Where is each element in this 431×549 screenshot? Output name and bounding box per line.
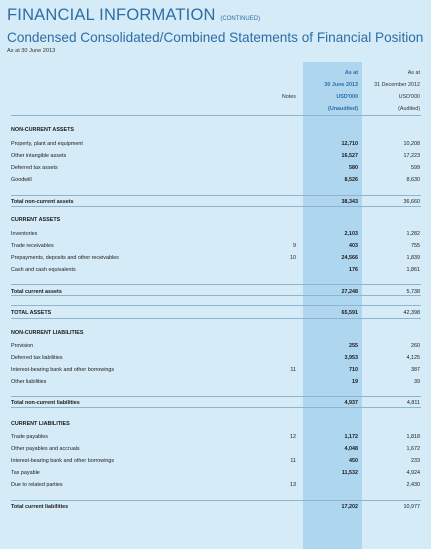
prior-value: 2,430 (406, 482, 420, 488)
prior-value: 36,660 (403, 199, 420, 205)
divider (11, 206, 421, 207)
table-row (11, 140, 421, 148)
total-row (11, 309, 421, 317)
row-note: 9 (293, 243, 296, 249)
row-label: TOTAL ASSETS (11, 310, 52, 316)
current-col-line4: (Unaudited) (328, 106, 358, 112)
row-label: Tax payable (11, 470, 40, 476)
title-suffix: (CONTINUED) (220, 16, 261, 22)
current-value: 4,937 (344, 400, 358, 406)
row-note: 12 (290, 434, 296, 440)
current-value: 450 (349, 458, 358, 464)
row-label: Other liabilities (11, 379, 47, 385)
prior-value: 39 (414, 379, 420, 385)
row-label: CURRENT LIABILITIES (11, 421, 70, 427)
current-col-line2: 30 June 2013 (324, 82, 358, 88)
row-label: Property, plant and equipment (11, 141, 83, 147)
prior-value: 10,977 (403, 504, 420, 510)
table-row (11, 481, 421, 489)
table-row (11, 354, 421, 362)
row-label: Total non-current assets (11, 199, 74, 205)
current-value: 19 (352, 379, 358, 385)
section-title: FINANCIAL INFORMATION (CONTINUED) (7, 6, 261, 24)
prior-value: 233 (411, 458, 420, 464)
table-row (11, 433, 421, 441)
prior-col-line3: USD'000 (398, 94, 420, 100)
section-heading (11, 216, 421, 224)
section-heading (11, 329, 421, 337)
prior-col-line1: As at (407, 70, 420, 76)
row-note: 11 (290, 458, 296, 464)
prior-value: 387 (411, 367, 420, 373)
table-row (11, 230, 421, 238)
table-row (11, 378, 421, 386)
row-note: 13 (290, 482, 296, 488)
prior-value: 260 (411, 343, 420, 349)
current-value: 11,532 (341, 470, 358, 476)
current-value: 580 (349, 165, 358, 171)
divider (11, 305, 421, 306)
prior-value: 755 (411, 243, 420, 249)
row-label: Deferred tax assets (11, 165, 58, 171)
table-row (11, 457, 421, 465)
prior-col-line4: (Audited) (398, 106, 420, 112)
divider (11, 295, 421, 296)
prior-value: 4,125 (406, 355, 420, 361)
prior-value: 4,811 (406, 400, 420, 406)
table-row (11, 366, 421, 374)
total-row (11, 503, 421, 511)
statement-title: Condensed Consolidated/Combined Statements of Financial Position (7, 30, 424, 45)
row-label: Interest-bearing bank and other borrowings (11, 367, 115, 373)
row-label: NON-CURRENT ASSETS (11, 127, 74, 133)
current-value: 403 (349, 243, 358, 249)
row-label: Prepayments, deposits and other receivables (11, 255, 119, 261)
current-col-line3: USD'000 (336, 94, 358, 100)
current-value: 12,710 (341, 141, 358, 147)
document-header (7, 6, 427, 54)
divider (11, 396, 421, 397)
row-label: CURRENT ASSETS (11, 217, 61, 223)
prior-value: 599 (411, 165, 420, 171)
table-row (11, 266, 421, 274)
current-value: 16,527 (341, 153, 358, 159)
row-label: Trade payables (11, 434, 48, 440)
prior-value: 1,672 (406, 446, 420, 452)
row-label: Total current liabilities (11, 504, 69, 510)
row-label: Total current assets (11, 289, 62, 295)
total-row (11, 198, 421, 206)
divider (11, 318, 421, 319)
row-label: Interest-bearing bank and other borrowings (11, 458, 115, 464)
row-note: 10 (290, 255, 296, 261)
row-label: Due to related parties (11, 482, 63, 488)
row-label: Provision (11, 343, 34, 349)
current-value: 176 (349, 267, 358, 273)
divider (11, 115, 421, 116)
current-value: 17,202 (341, 504, 358, 510)
current-value: 38,343 (341, 199, 358, 205)
current-value: 4,048 (344, 446, 358, 452)
divider (11, 500, 421, 501)
prior-value: 42,398 (403, 310, 420, 316)
table-row (11, 342, 421, 350)
row-label: Total non-current liabilities (11, 400, 80, 406)
row-label: NON-CURRENT LIABILITIES (11, 330, 84, 336)
row-label: Inventories (11, 231, 38, 237)
table-row (11, 242, 421, 250)
prior-value: 1,818 (406, 434, 420, 440)
prior-value: 5,738 (406, 289, 420, 295)
current-value: 3,953 (344, 355, 358, 361)
current-value: 255 (349, 343, 358, 349)
divider (11, 407, 421, 408)
section-heading (11, 126, 421, 134)
table-row (11, 469, 421, 477)
current-value: 710 (349, 367, 358, 373)
total-row (11, 399, 421, 407)
prior-value: 8,630 (406, 177, 420, 183)
row-label: Other payables and accruals (11, 446, 80, 452)
as-at-date: As at 30 June 2013 (7, 48, 56, 54)
prior-col-line2: 31 December 2012 (374, 82, 420, 88)
table-row (11, 176, 421, 184)
table-row (11, 152, 421, 160)
section-heading (11, 420, 421, 428)
current-col-line1: As at (344, 70, 358, 76)
prior-value: 1,282 (406, 231, 420, 237)
row-label: Trade receivables (11, 243, 54, 249)
row-note: 11 (290, 367, 296, 373)
notes-column-header: Notes (281, 94, 296, 100)
prior-value: 17,223 (403, 153, 420, 159)
current-value: 65,591 (341, 310, 358, 316)
table-row (11, 445, 421, 453)
divider (11, 195, 421, 196)
table-row (11, 254, 421, 262)
current-value: 24,566 (341, 255, 358, 261)
prior-value: 10,208 (403, 141, 420, 147)
prior-value: 4,924 (406, 470, 420, 476)
row-label: Cash and cash equivalents (11, 267, 76, 273)
prior-value: 1,839 (406, 255, 420, 261)
current-value: 2,103 (344, 231, 358, 237)
current-value: 8,526 (344, 177, 358, 183)
current-value: 27,248 (341, 289, 358, 295)
row-label: Goodwill (11, 177, 32, 183)
table-row (11, 164, 421, 172)
prior-value: 1,861 (406, 267, 420, 273)
current-value: 1,172 (344, 434, 358, 440)
divider (11, 284, 421, 285)
row-label: Deferred tax liabilities (11, 355, 63, 361)
row-label: Other intangible assets (11, 153, 67, 159)
